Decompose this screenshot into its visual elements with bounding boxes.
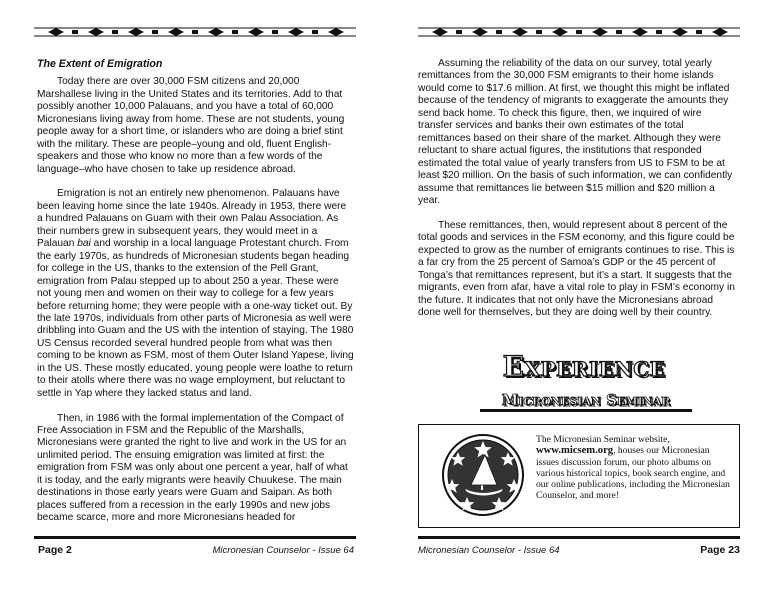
right-text-column (418, 58, 738, 332)
paragraph-2-italic-term: bai (77, 238, 91, 250)
ad-text-part-a: The Micronesian Seminar website, (536, 434, 670, 445)
ad-box (418, 424, 740, 528)
paragraph-2: These remittances, then, would represent about 8 percent of the total goods and services in the FSM economy, and this figure could be expected to grow as the number of emigrants continues to rise. This is a far cry from the 25 percent of Samoa’s GDP or the 45 percent of Tonga’s that remittances represent, but it’s a start. It suggests that the migrants, even from afar, have a vital role to play in FSM’s economy in the future. It indicates that not only have the Micronesians abroad done well for themselves, but they are doing well by their country. (418, 219, 735, 318)
footer-rule (418, 536, 740, 539)
micsem-advertisement (418, 350, 740, 530)
footer (38, 544, 354, 558)
ornamental-border-icon (34, 24, 356, 40)
footer-rule (34, 536, 356, 539)
ad-title: Experience (502, 350, 666, 383)
publication-name: Micronesian Counselor - Issue 64 (418, 545, 560, 556)
paragraph-1: Today there are over 30,000 FSM citizens and 20,000 Marshallese living in the United States and its territories. Add to that possibly another 10,000 Palauans, and you have a total of 60,000 Micronesians living away from home. These are not students, young people away for a short time, or islanders who are doing a brief stint with the military. These are people–young and old, fluent English-speakers and those who know no more than a few words of the language–who have chosen to take up residence abroad. (37, 76, 345, 175)
right-page (388, 0, 776, 600)
paragraph-1: Assuming the reliability of the data on our survey, total yearly remittances from the 30,000 FSM emigrants to their home islands would come to $17.6 million. At first, we thought this might be inflated because of the tendency of migrants to exaggerate the amounts they send back home. To check this figure, then, we inquired of wire transfer services and banks their own estimates of the total remittances based on their share of the market. Although they were reluctant to share actual figures, the institutions that responded estimated the total value of yearly transfers from US to FSM to be at least $20 million. On the basis of such information, we can confidently assume that remittances lie between $15 million and $20 million a year. (418, 58, 733, 206)
paragraph-2-part-a: Emigration is not an entirely new phenomenon. Palauans have been leaving home since the late 1940s. Already in 1953, there were a hundred Palauans on Guam with their own Palau Association. As their numbers grew in subsequent years, they would meet in a Palauan (37, 188, 347, 250)
page-number: Page 23 (700, 544, 740, 556)
section-heading: The Extent of Emigration (37, 58, 163, 70)
paragraph-3: Then, in 1986 with the formal implementation of the Compact of Free Association in FSM and the Republic of the Marshalls, Micronesians were granted the right to live and work in the US for an unlimited period. The ensuing emigration was limited at first: the emigration from FSM was only about one percent a year, half of what it is today, and the early migrants were heavily Chuukese. The main destinations in those early years were Guam and Saipan. As both places suffered from a recession in the early 1990s and new jobs became scarce, more and more Micronesians headed for (37, 412, 348, 524)
left-text-column (37, 58, 354, 537)
website-link[interactable]: www.micsem.org (536, 445, 614, 457)
paragraph-2 (37, 188, 354, 400)
publication-name: Micronesian Counselor - Issue 64 (212, 545, 354, 556)
ad-body-text (536, 434, 734, 502)
ad-subtitle: Micronesian Seminar (501, 391, 671, 409)
footer (418, 544, 740, 558)
page-number: Page 2 (38, 544, 72, 556)
micsem-seal-canoe-stars-icon (441, 433, 525, 517)
ad-text-part-b: , houses our Micronesian issues discussion forum, our photo albums on various historical topics, book search engine, and our online publications, including the Micronesian Counselor, and more! (536, 445, 730, 502)
ad-subtitle-box (466, 390, 706, 412)
ad-subtitle-underline (480, 409, 692, 412)
ornamental-border-icon (418, 24, 740, 40)
paragraph-2-part-b: and worship in a local language Protestant church. From the early 1970s, as hundreds of Micronesian students began heading for college in the US, thanks to the extension of the Pell Grant, emigration from Palau stepped up to about 250 a year. These were not young men and women on their way to college for a few years before returning home; they were people with a one-way ticket out. By the late 1970s, individuals from other parts of Micronesia as well were dribbling into Guam and the US with the intention of staying. The 1980 US Census recorded several hundred people from what was then coming to be known as FSM, most of them Outer Island Yapese, living in the US. These mostly educated, young people were loathe to return to their atolls where there was no wage employment, but reluctant to settle in Yap where they lacked status and land. (37, 238, 354, 399)
